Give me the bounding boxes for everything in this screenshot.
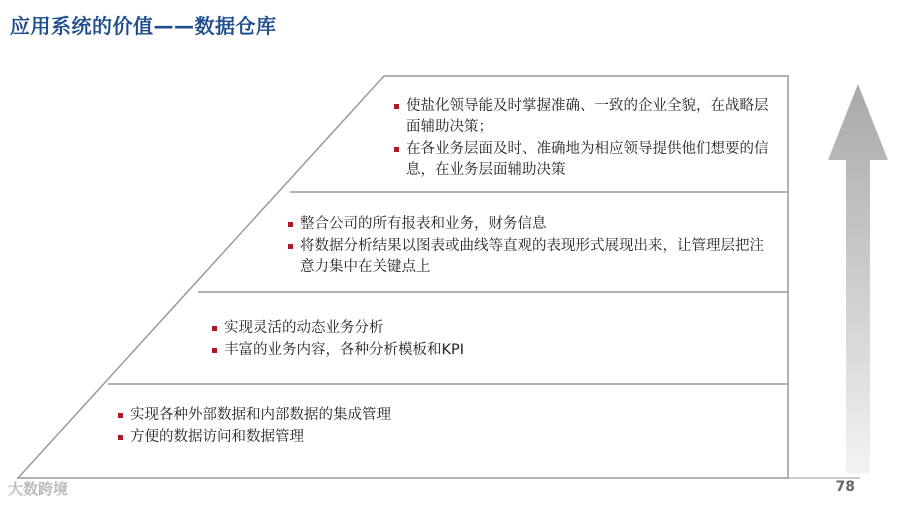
list-item: 将数据分析结果以图表或曲线等直观的表现形式展现出来，让管理层把注意力集中在关键点上 bbox=[288, 236, 778, 278]
list-item: 丰富的业务内容，各种分析模板和KPI bbox=[212, 340, 772, 361]
watermark-logo: 大数跨境 bbox=[8, 480, 69, 498]
tier-third bbox=[212, 318, 772, 362]
list-item: 实现各种外部数据和内部数据的集成管理 bbox=[118, 405, 768, 426]
tier-bottom bbox=[118, 405, 768, 449]
page-title: 应用系统的价值——数据仓库 bbox=[10, 14, 277, 38]
list-item: 方便的数据访问和数据管理 bbox=[118, 427, 768, 448]
list-item: 实现灵活的动态业务分析 bbox=[212, 318, 772, 339]
tier-top bbox=[394, 96, 779, 182]
up-arrow-icon bbox=[828, 84, 888, 474]
list-item: 整合公司的所有报表和业务，财务信息 bbox=[288, 214, 778, 235]
tier-second bbox=[288, 214, 778, 279]
list-item: 使盐化领导能及时掌握准确、一致的企业全貌，在战略层面辅助决策； bbox=[394, 96, 779, 138]
page-number: 78 bbox=[835, 479, 855, 495]
list-item: 在各业务层面及时、准确地为相应领导提供他们想要的信息，在业务层面辅助决策 bbox=[394, 139, 779, 181]
